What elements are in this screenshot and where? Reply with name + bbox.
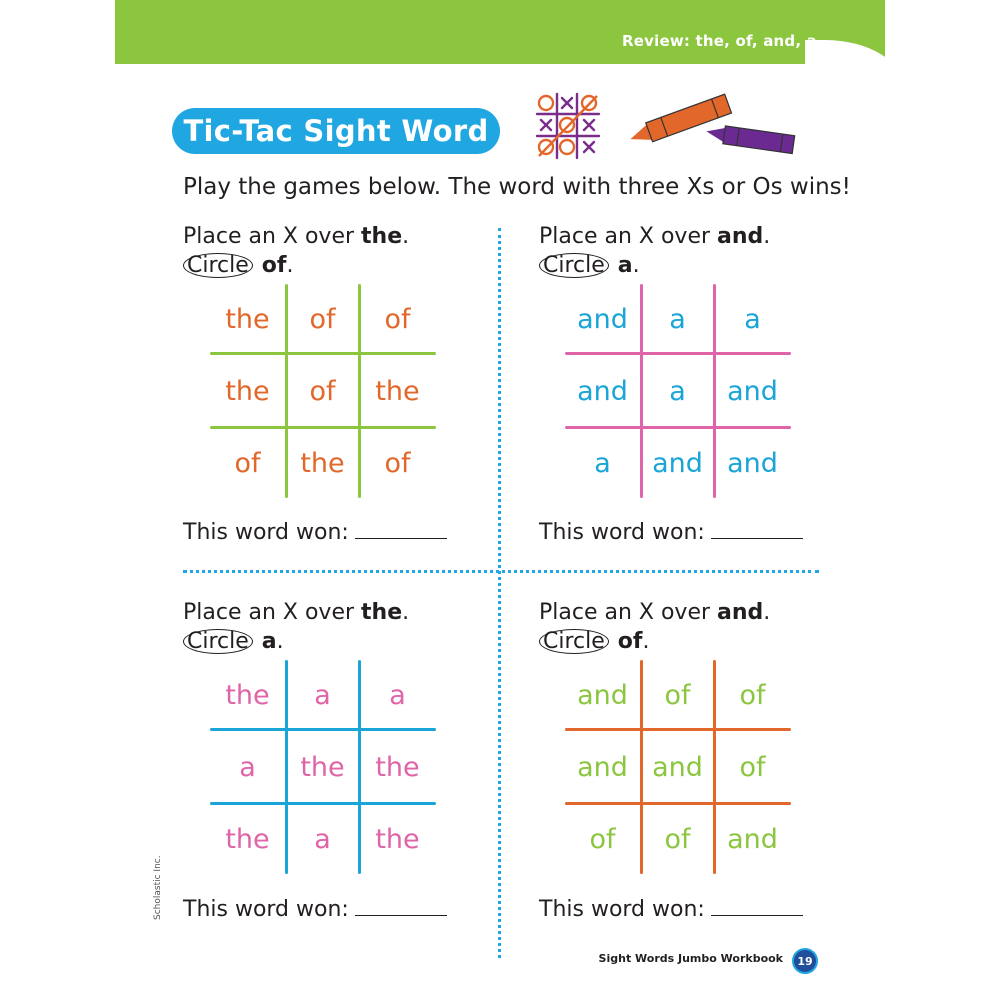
- circle-instruction: Circle a.: [183, 627, 483, 656]
- grid-cell-word[interactable]: and: [577, 376, 628, 407]
- circle-instruction-text: Circle: [539, 253, 609, 278]
- game-prompt: [183, 598, 483, 656]
- grid-cell-word[interactable]: of: [739, 752, 766, 783]
- vertical-divider: [498, 228, 501, 958]
- game-3: [183, 598, 483, 656]
- book-title: Sight Words Jumbo Workbook: [598, 952, 783, 965]
- grid-cell-word[interactable]: a: [314, 680, 331, 711]
- circle-instruction: Circle a.: [539, 251, 839, 280]
- grid-cell-word[interactable]: of: [384, 304, 411, 335]
- grid-cell-word[interactable]: and: [577, 680, 628, 711]
- tic-tac-toe-grid: [565, 284, 791, 498]
- winner-answer-line: [539, 897, 803, 922]
- x-instruction-text: Place an X over: [539, 224, 718, 249]
- grid-cell-word[interactable]: the: [225, 680, 270, 711]
- circle-instruction: Circle of.: [539, 627, 839, 656]
- grid-cell-word[interactable]: of: [309, 376, 336, 407]
- grid-cell-word[interactable]: the: [225, 824, 270, 855]
- instructions: Play the games below. The word with three Xs or Os wins!: [183, 174, 851, 200]
- grid-cell-word[interactable]: of: [234, 448, 261, 479]
- circle-instruction-text: Circle: [183, 629, 253, 654]
- grid-cell-word[interactable]: and: [652, 752, 703, 783]
- x-target-word: and: [717, 600, 764, 625]
- grid-cell-word[interactable]: the: [375, 824, 420, 855]
- grid-cell-word[interactable]: a: [594, 448, 611, 479]
- circle-target-word: of: [617, 629, 643, 654]
- x-instruction-text: Place an X over: [183, 224, 362, 249]
- page-title: [172, 108, 500, 154]
- tic-tac-toe-grid: [210, 284, 436, 498]
- game-4: [539, 598, 839, 656]
- x-instruction: Place an X over and.: [539, 600, 771, 625]
- grid-cell-word[interactable]: a: [314, 824, 331, 855]
- x-target-word: the: [361, 224, 403, 249]
- circle-target-word: of: [261, 253, 287, 278]
- winner-label: This word won:: [183, 897, 349, 922]
- crayons-icon: [623, 90, 803, 170]
- grid-cell-word[interactable]: a: [389, 680, 406, 711]
- x-instruction: Place an X over the.: [183, 600, 410, 625]
- x-instruction: Place an X over the.: [183, 224, 410, 249]
- header-curve: [805, 40, 905, 100]
- tic-tac-toe-icon: [533, 90, 603, 162]
- tic-tac-toe-grid: [210, 660, 436, 874]
- page-title-text: Tic-Tac Sight Word: [183, 114, 489, 148]
- answer-blank[interactable]: [355, 898, 447, 916]
- grid-cell-word[interactable]: of: [664, 680, 691, 711]
- grid-cell-word[interactable]: and: [727, 376, 778, 407]
- worksheet-page: [115, 0, 885, 1000]
- winner-label: This word won:: [539, 520, 705, 545]
- grid-cell-word[interactable]: a: [239, 752, 256, 783]
- review-label: Review: the, of, and, a: [622, 32, 817, 50]
- circle-target-word: a: [261, 629, 277, 654]
- winner-label: This word won:: [539, 897, 705, 922]
- circle-instruction-text: Circle: [539, 629, 609, 654]
- grid-cell-word[interactable]: the: [300, 752, 345, 783]
- winner-label: This word won:: [183, 520, 349, 545]
- game-prompt: [539, 598, 839, 656]
- grid-cell-word[interactable]: and: [652, 448, 703, 479]
- grid-cell-word[interactable]: of: [309, 304, 336, 335]
- publisher-credit: Scholastic Inc.: [153, 855, 163, 920]
- game-prompt: [183, 222, 483, 280]
- circle-target-word: a: [617, 253, 633, 278]
- grid-cell-word[interactable]: and: [577, 752, 628, 783]
- grid-cell-word[interactable]: the: [300, 448, 345, 479]
- grid-cell-word[interactable]: a: [669, 304, 686, 335]
- x-instruction: Place an X over and.: [539, 224, 771, 249]
- answer-blank[interactable]: [355, 521, 447, 539]
- winner-answer-line: [183, 520, 447, 545]
- tic-tac-toe-grid: [565, 660, 791, 874]
- winner-answer-line: [539, 520, 803, 545]
- grid-cell-word[interactable]: a: [669, 376, 686, 407]
- grid-cell-word[interactable]: of: [589, 824, 616, 855]
- grid-cell-word[interactable]: the: [375, 376, 420, 407]
- circle-instruction-text: Circle: [183, 253, 253, 278]
- grid-cell-word[interactable]: of: [664, 824, 691, 855]
- grid-cell-word[interactable]: and: [727, 448, 778, 479]
- grid-cell-word[interactable]: the: [225, 304, 270, 335]
- x-target-word: and: [717, 224, 764, 249]
- game-prompt: [539, 222, 839, 280]
- grid-cell-word[interactable]: the: [225, 376, 270, 407]
- game-1: [183, 222, 483, 280]
- game-2: [539, 222, 839, 280]
- grid-cell-word[interactable]: of: [384, 448, 411, 479]
- x-target-word: the: [361, 600, 403, 625]
- answer-blank[interactable]: [711, 521, 803, 539]
- x-instruction-text: Place an X over: [183, 600, 362, 625]
- answer-blank[interactable]: [711, 898, 803, 916]
- grid-cell-word[interactable]: and: [577, 304, 628, 335]
- grid-cell-word[interactable]: of: [739, 680, 766, 711]
- winner-answer-line: [183, 897, 447, 922]
- horizontal-divider: [183, 570, 819, 573]
- grid-cell-word[interactable]: and: [727, 824, 778, 855]
- grid-cell-word[interactable]: a: [744, 304, 761, 335]
- page-number: 19: [792, 948, 818, 974]
- grid-cell-word[interactable]: the: [375, 752, 420, 783]
- x-instruction-text: Place an X over: [539, 600, 718, 625]
- circle-instruction: Circle of.: [183, 251, 483, 280]
